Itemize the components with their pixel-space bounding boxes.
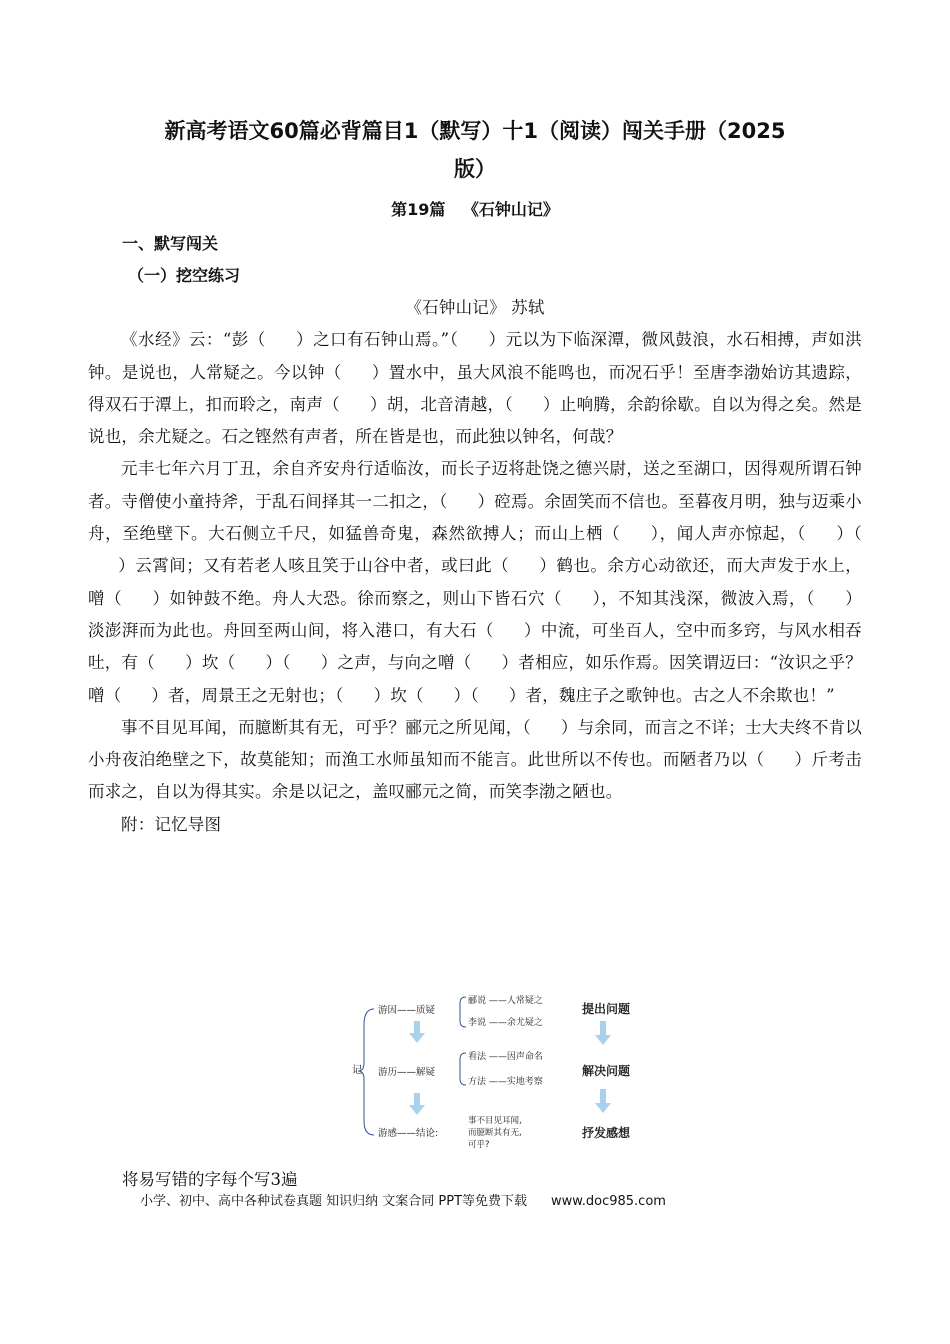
row1-brace bbox=[460, 997, 466, 1027]
text-segment: ）者，魏庄子之歌钟也。古之人不余欺也！” bbox=[508, 685, 835, 705]
row3-left: 游感——结论: bbox=[378, 1128, 439, 1139]
text-segment: ），不知其浅深，微波入焉，（ bbox=[592, 588, 815, 608]
text-segment: ）（ bbox=[453, 685, 479, 705]
row1-a: 郦说 ——人常疑之 bbox=[468, 996, 543, 1006]
text-segment: ）（ bbox=[265, 653, 291, 673]
memory-mind-map bbox=[350, 985, 650, 1150]
down-arrow-icon bbox=[595, 1021, 611, 1045]
text-segment: ）如钟鼓不绝。舟人大恐。徐而察之，则山下皆石穴（ bbox=[152, 588, 563, 608]
down-arrow-icon bbox=[595, 1089, 611, 1113]
row2-brace bbox=[460, 1053, 466, 1085]
title-line-2: 版） bbox=[454, 157, 496, 181]
row1-b: 李说 ——余尤疑之 bbox=[468, 1018, 543, 1028]
text-segment: ）胡，北音清越，（ bbox=[369, 394, 513, 414]
text-segment: ）者，周景王之无射也；（ bbox=[151, 685, 344, 705]
row1-right: 提出问题 bbox=[582, 1002, 631, 1016]
text-segment: ）置水中，虽大风浪不能鸣也，而况石乎！至唐李渤始访其遗踪，得双石于潭上，扣而聆之，南声（ bbox=[88, 362, 862, 414]
text-segment: ）坎（ bbox=[185, 653, 236, 673]
text-segment: ）之声，与向之噌（ bbox=[320, 653, 472, 673]
text-segment: ）中流，可坐百人，空中而多窍，与风水相吞吐，有（ bbox=[88, 620, 862, 673]
row2-right: 解决问题 bbox=[582, 1064, 631, 1078]
text-segment: ）硿焉。余固笑而不信也。至暮夜月明，独与迈乘小舟，至绝壁下。大石侧立千尺，如猛兽奇鬼，森然欲搏人；而山上栖（ bbox=[88, 491, 862, 544]
text-segment: 《水经》云：“彭（ bbox=[121, 330, 266, 350]
paragraph-3 bbox=[88, 712, 862, 809]
section-heading: 一、默写闯关 bbox=[122, 234, 219, 253]
text-segment: ）止响腾，余韵徐歇。自以为得之矣。然是说也，余尤疑之。石之铿然有声者，所在皆是也，而此独以钟名，何哉？ bbox=[88, 394, 862, 447]
footer-link[interactable]: www.doc985.com bbox=[551, 1194, 666, 1209]
text-segment: ）元以为下临深潭，微风鼓浪，水石相搏，声如洪钟。是说也，人常疑之。今以钟（ bbox=[88, 330, 862, 382]
text-segment: ），闻人声亦惊起，（ bbox=[650, 524, 806, 544]
practice-note: 将易写错的字每个写3遍 bbox=[122, 1170, 298, 1189]
footer-text: 小学、初中、高中各种试卷真题 知识归纳 文案合同 PPT等免费下载 bbox=[140, 1194, 528, 1209]
text-segment: 元丰七年六月丁丑，余自齐安舟行适临汝，而长子迈将赴饶之德兴尉，送之至湖口，因得观所谓石钟者。寺僧使小童持斧，于乱石间择其一二扣之，（ bbox=[88, 459, 862, 511]
text-segment: ）斤考击而求之，自以为得其实。余是以记之，盖叹郦元之简，而笑李渤之陋也。 bbox=[88, 750, 862, 802]
page-footer bbox=[140, 1192, 840, 1212]
essay-heading: 《石钟山记》 苏轼 bbox=[405, 298, 545, 317]
row3-conclusion-3: 可乎? bbox=[468, 1140, 490, 1150]
down-arrow-icon bbox=[409, 1021, 425, 1043]
text-segment: ）鹤也。余方心动欲还，而大声发于水上，噌（ bbox=[88, 556, 862, 608]
row2-left: 游历——解疑 bbox=[378, 1067, 436, 1078]
row3-conclusion-1: 事不目见耳闻, bbox=[468, 1116, 522, 1126]
text-segment: ）之口有石钟山焉。”（ bbox=[295, 330, 459, 350]
text-segment: ）与余同，而言之不详；士大夫终不肯以小舟夜泊绝壁之下，故莫能知；而渔工水师虽知而不能言。此世所以不传也。而陋者乃以（ bbox=[88, 717, 862, 770]
essay-body bbox=[88, 292, 862, 841]
row2-a: 看法 ——因声命名 bbox=[468, 1052, 543, 1062]
text-segment: ）云霄间；又有若老人咳且笑于山谷中者，或曰此（ bbox=[118, 556, 510, 576]
text-segment: 事不目见耳闻，而臆断其有无，可乎？郦元之所见闻，（ bbox=[121, 717, 531, 737]
mind-map-root: 记 bbox=[352, 1065, 362, 1076]
row2-b: 方法 ——实地考察 bbox=[468, 1077, 543, 1087]
paragraph-1 bbox=[88, 324, 862, 453]
title-line-1: 新高考语文60篇必背篇目1（默写）十1（阅读）闯关手册（2025 bbox=[164, 119, 786, 143]
row3-conclusion-2: 而臆断其有无, bbox=[468, 1128, 522, 1138]
text-segment: ）坎（ bbox=[373, 685, 424, 705]
down-arrow-icon bbox=[409, 1093, 425, 1115]
chapter-subtitle: 第19篇 《石钟山记》 bbox=[391, 200, 559, 219]
text-segment: ）淡澎湃而为此也。舟回至两山间，将入港口，有大石（ bbox=[88, 588, 862, 640]
appendix-label: 附：记忆导图 bbox=[121, 814, 222, 834]
text-segment: ）（ bbox=[835, 524, 863, 544]
text-segment: ）者相应，如乐作焉。因笑谓迈曰：“汝识之乎？噌（ bbox=[88, 653, 862, 705]
mind-map-svg bbox=[350, 985, 650, 1150]
paragraph-2 bbox=[88, 453, 862, 711]
document-title bbox=[90, 112, 860, 188]
row1-left: 游因——质疑 bbox=[378, 1005, 436, 1016]
subsection-heading: （一）挖空练习 bbox=[128, 266, 241, 285]
row3-right: 抒发感想 bbox=[582, 1126, 631, 1140]
